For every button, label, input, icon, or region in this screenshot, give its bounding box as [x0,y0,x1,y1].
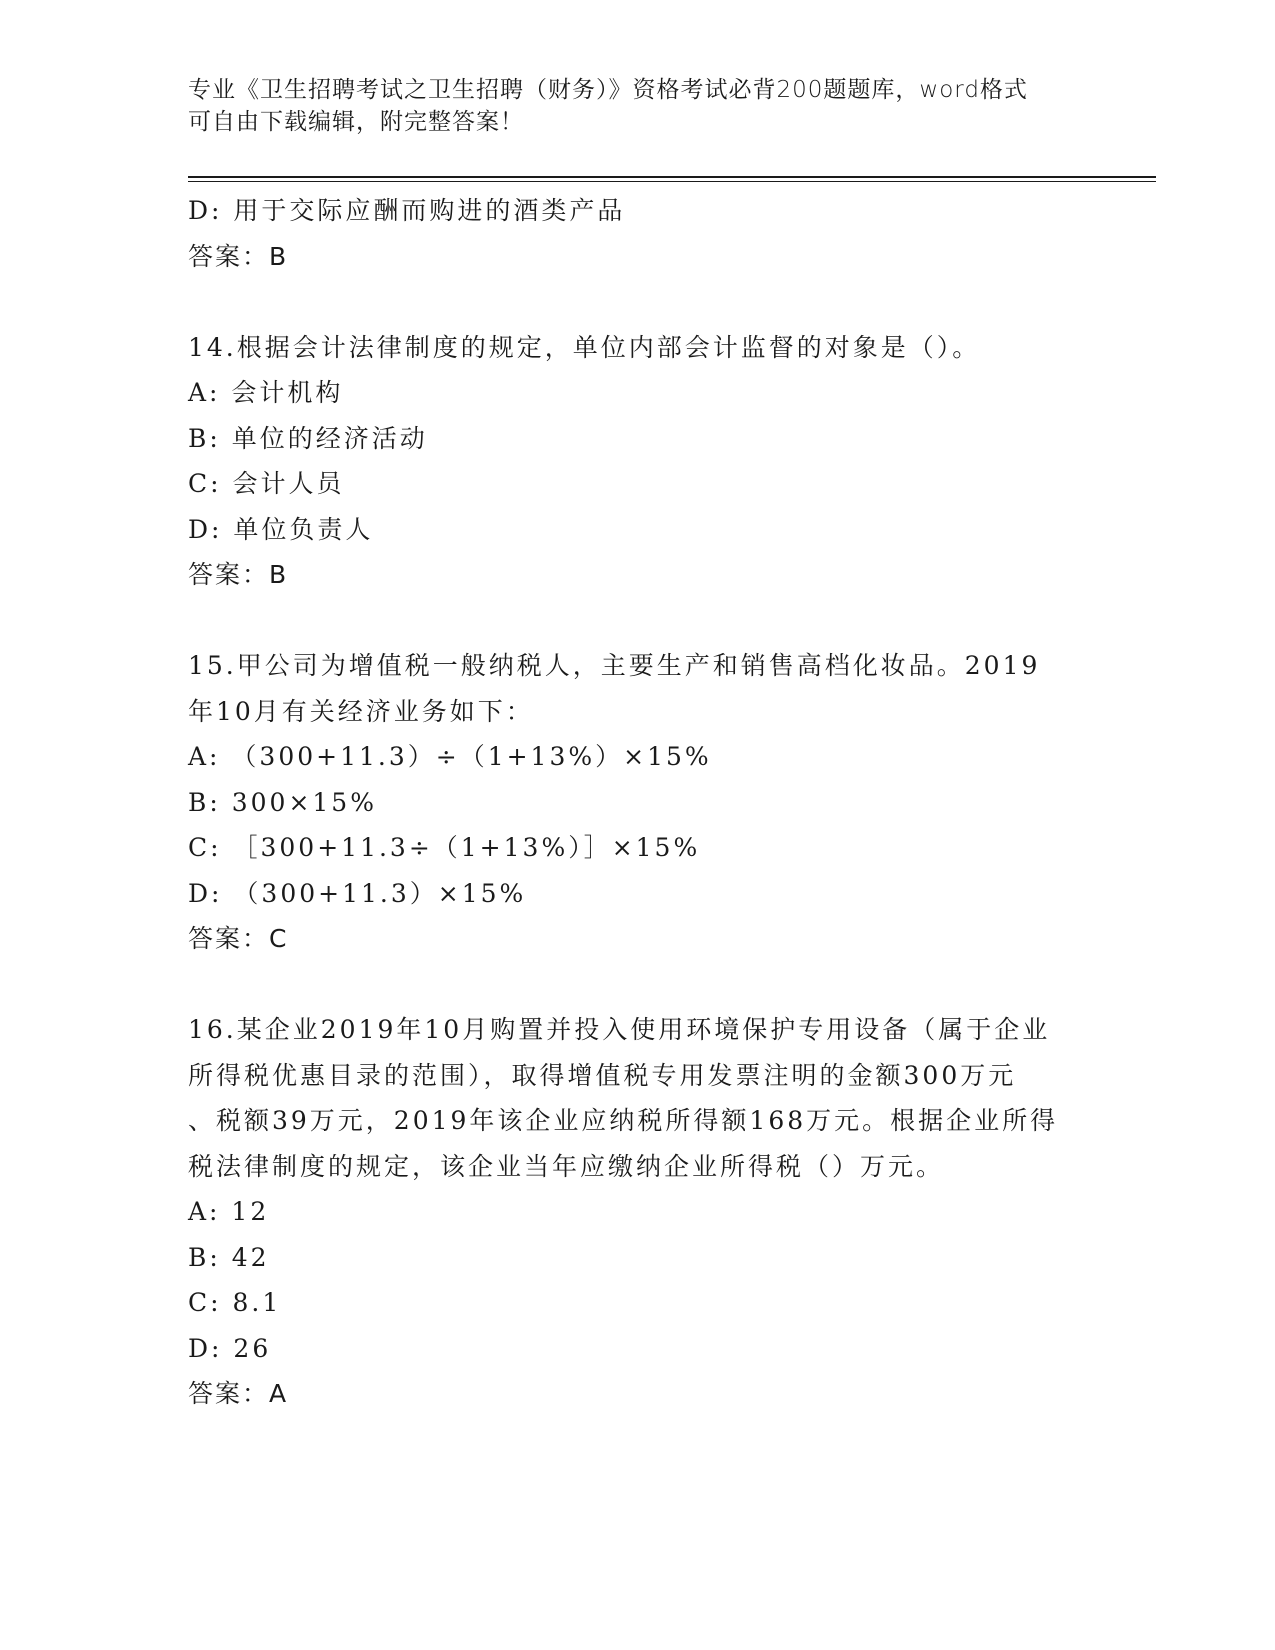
option-d: D: 单位负责人 [188,514,374,544]
option-c: C: 8.1 [188,1288,282,1317]
question-15 [188,643,1088,962]
answer: 答案：C [188,924,289,953]
question-stem-line-2: 所得税优惠目录的范围），取得增值税专用发票注明的金额300万元 [188,1060,1017,1090]
spacer [188,962,1088,1008]
option-c: C: ［300+11.3÷（1+13%）］×15% [188,833,701,862]
question-stem-line-1: 15.甲公司为增值税一般纳税人，主要生产和销售高档化妆品。2019 [188,651,1041,680]
option-d: D: 用于交际应酬而购进的酒类产品 [188,196,626,225]
question-stem-line-1: 16.某企业2019年10月购置并投入使用环境保护专用设备（属于企业 [188,1015,1051,1044]
option-d: D: （300+11.3）×15% [188,878,527,908]
answer: 答案：B [188,241,289,271]
option-b: B: 42 [188,1242,270,1272]
header-line-1: 专业《卫生招聘考试之卫生招聘（财务）》资格考试必背200题题库，word格式 [188,77,1028,103]
answer: 答案：B [188,560,289,589]
spacer [188,279,1088,325]
question-stem-line-4: 税法律制度的规定，该企业当年应缴纳企业所得税（）万元。 [188,1151,945,1181]
option-a: A: 会计机构 [188,378,344,407]
answer: 答案：A [188,1379,289,1408]
document-header [188,74,1088,138]
header-divider-thick [188,176,1156,178]
option-b: B: 300×15% [188,787,377,817]
option-a: A: （300+11.3）÷（1+13%）×15% [188,742,712,771]
header-line-2: 可自由下载编辑，附完整答案！ [188,109,524,135]
question-16 [188,1007,1088,1417]
question-stem-line-2: 年10月有关经济业务如下： [188,696,534,726]
question-stem: 14.根据会计法律制度的规定，单位内部会计监督的对象是（）。 [188,332,981,362]
option-b: B: 单位的经济活动 [188,423,428,453]
option-a: A: 12 [188,1197,270,1226]
question-14 [188,325,1088,598]
question-stem-line-3: 、税额39万元，2019年该企业应纳税所得额168万元。根据企业所得 [188,1106,1059,1135]
option-d: D: 26 [188,1333,272,1363]
option-c: C: 会计人员 [188,469,345,498]
header-divider-thin [188,181,1156,182]
question-list [188,188,1088,1417]
spacer [188,598,1088,644]
question-13-tail [188,188,1088,279]
